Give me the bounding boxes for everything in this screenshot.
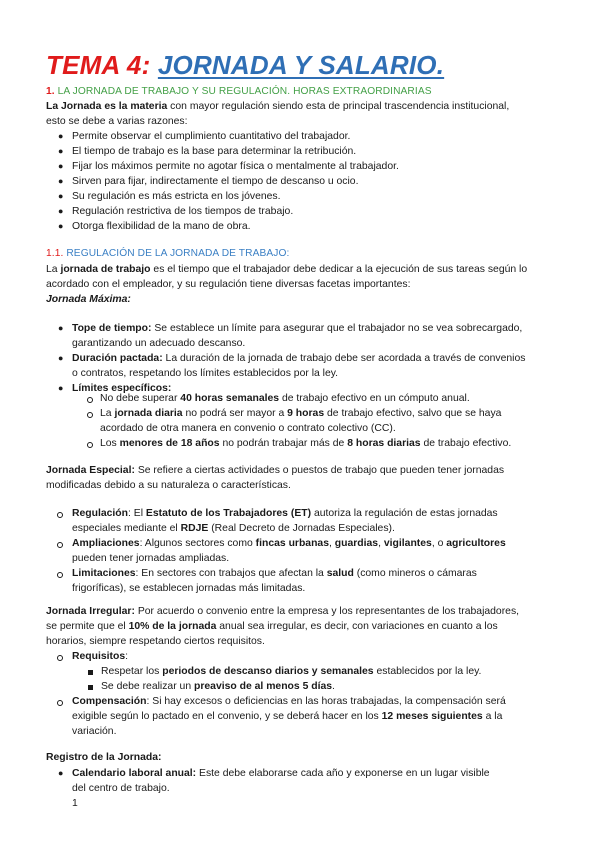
- circle-bullet-icon: [57, 572, 63, 578]
- bullet-icon: ●: [58, 161, 64, 171]
- limitaciones-item-line2: frigoríficas), se establecen jornadas más limitadas.: [72, 583, 306, 594]
- limite-item: No debe superar 40 horas semanales de trabajo efectivo en un cómputo anual.: [100, 393, 470, 404]
- bullet-icon: ●: [58, 323, 64, 333]
- circle-bullet-icon: [57, 542, 63, 548]
- jornada-irregular-line2: se permite que el 10% de la jornada anual sea irregular, es decir, con variaciones en cuanto a los: [46, 621, 498, 632]
- regulacion-item: Regulación: El Estatuto de los Trabajadores (ET) autoriza la regulación de estas jornadas: [72, 508, 498, 519]
- section-1-1-paragraph-line2: acordado con el empleador, y su regulación tiene diversas facetas importantes:: [46, 279, 411, 290]
- page-number: 1: [72, 798, 78, 809]
- jornada-maxima-title: Jornada Máxima:: [46, 294, 131, 305]
- limite-item: La jornada diaria no podrá ser mayor a 9 horas de trabajo efectivo, salvo que se haya: [100, 408, 502, 419]
- document-title: [46, 50, 444, 81]
- limite-item: Los menores de 18 años no podrán trabajar más de 8 horas diarias de trabajo efectivo.: [100, 438, 512, 449]
- section-1-1-paragraph: La jornada de trabajo es el tiempo que el trabajador debe dedicar a la ejecución de sus tareas según lo: [46, 264, 528, 275]
- circle-bullet-icon: [87, 412, 93, 418]
- calendario-item-line2: del centro de trabajo.: [72, 783, 170, 794]
- section-1-intro-line2: esto se debe a varias razones:: [46, 116, 188, 127]
- compensacion-item-line2: exigible según lo pactado en el convenio, y se deberá hacer en los 12 meses siguientes a la: [72, 711, 503, 722]
- ampliaciones-item: Ampliaciones: Algunos sectores como fincas urbanas, guardias, vigilantes, o agricultores: [72, 538, 506, 549]
- bullet-icon: ●: [58, 353, 64, 363]
- jornada-especial-line2: modificadas debido a su naturaleza o características.: [46, 480, 291, 491]
- circle-bullet-icon: [57, 512, 63, 518]
- circle-bullet-icon: [87, 442, 93, 448]
- square-bullet-icon: [88, 670, 93, 675]
- list-item: El tiempo de trabajo es la base para determinar la retribución.: [72, 146, 357, 157]
- section-1-heading: 1. LA JORNADA DE TRABAJO Y SU REGULACIÓN. HORAS EXTRAORDINARIAS: [46, 86, 432, 97]
- title-part1: TEMA 4:: [46, 50, 151, 80]
- title-part2: JORNADA Y SALARIO.: [157, 50, 445, 80]
- limites-item: Límites específicos:: [72, 383, 172, 394]
- circle-bullet-icon: [57, 655, 63, 661]
- limitaciones-item: Limitaciones: En sectores con trabajos que afectan la salud (como mineros o cámaras: [72, 568, 477, 579]
- list-item: Permite observar el cumplimiento cuantitativo del trabajador.: [72, 131, 351, 142]
- bullet-icon: ●: [58, 146, 64, 156]
- duracion-item: Duración pactada: La duración de la jornada de trabajo debe ser acordada a través de convenios: [72, 353, 526, 364]
- section-1-1-heading: 1.1. REGULACIÓN DE LA JORNADA DE TRABAJO:: [46, 248, 290, 259]
- list-item: Fijar los máximos permite no agotar física o mentalmente al trabajador.: [72, 161, 399, 172]
- list-item: Su regulación es más estricta en los jóvenes.: [72, 191, 281, 202]
- bullet-icon: ●: [58, 221, 64, 231]
- requisito-item: Se debe realizar un preaviso de al menos 5 días.: [101, 681, 335, 692]
- tope-item-line2: garantizando un adecuado descanso.: [72, 338, 246, 349]
- bullet-icon: ●: [58, 768, 64, 778]
- limite-item-line2: acordado de otra manera en convenio o contrato colectivo (CC).: [100, 423, 396, 434]
- section-1-intro: La Jornada es la materia con mayor regulación siendo esta de principal trascendencia institucional,: [46, 101, 510, 112]
- requisitos-item: Requisitos:: [72, 651, 129, 662]
- requisito-item: Respetar los periodos de descanso diarios y semanales establecidos por la ley.: [101, 666, 482, 677]
- bullet-icon: ●: [58, 206, 64, 216]
- calendario-item: Calendario laboral anual: Este debe elaborarse cada año y exponerse en un lugar visible: [72, 768, 490, 779]
- jornada-irregular-line3: horarios, siempre respetando ciertos requisitos.: [46, 636, 265, 647]
- duracion-item-line2: o contratos, respetando los límites establecidos por la ley.: [72, 368, 339, 379]
- bullet-icon: ●: [58, 131, 64, 141]
- square-bullet-icon: [88, 685, 93, 690]
- circle-bullet-icon: [87, 397, 93, 403]
- regulacion-item-line2: especiales mediante el RDJE (Real Decreto de Jornadas Especiales).: [72, 523, 395, 534]
- bullet-icon: ●: [58, 383, 64, 393]
- circle-bullet-icon: [57, 700, 63, 706]
- compensacion-item: Compensación: Si hay excesos o deficiencias en las horas trabajadas, la compensación será: [72, 696, 506, 707]
- jornada-especial-paragraph: Jornada Especial: Se refiere a ciertas actividades o puestos de trabajo que pueden tener jornadas: [46, 465, 505, 476]
- list-item: Sirven para fijar, indirectamente el tiempo de descanso u ocio.: [72, 176, 359, 187]
- bullet-icon: ●: [58, 176, 64, 186]
- jornada-irregular-paragraph: Jornada Irregular: Por acuerdo o convenio entre la empresa y los representantes de los trabajadores,: [46, 606, 520, 617]
- list-item: Otorga flexibilidad de la mano de obra.: [72, 221, 251, 232]
- tope-item: Tope de tiempo: Se establece un límite para asegurar que el trabajador no se vea sobrecargado,: [72, 323, 523, 334]
- registro-title: Registro de la Jornada:: [46, 752, 162, 763]
- ampliaciones-item-line2: pueden tener jornadas ampliadas.: [72, 553, 230, 564]
- compensacion-item-line3: variación.: [72, 726, 117, 737]
- list-item: Regulación restrictiva de los tiempos de trabajo.: [72, 206, 294, 217]
- bullet-icon: ●: [58, 191, 64, 201]
